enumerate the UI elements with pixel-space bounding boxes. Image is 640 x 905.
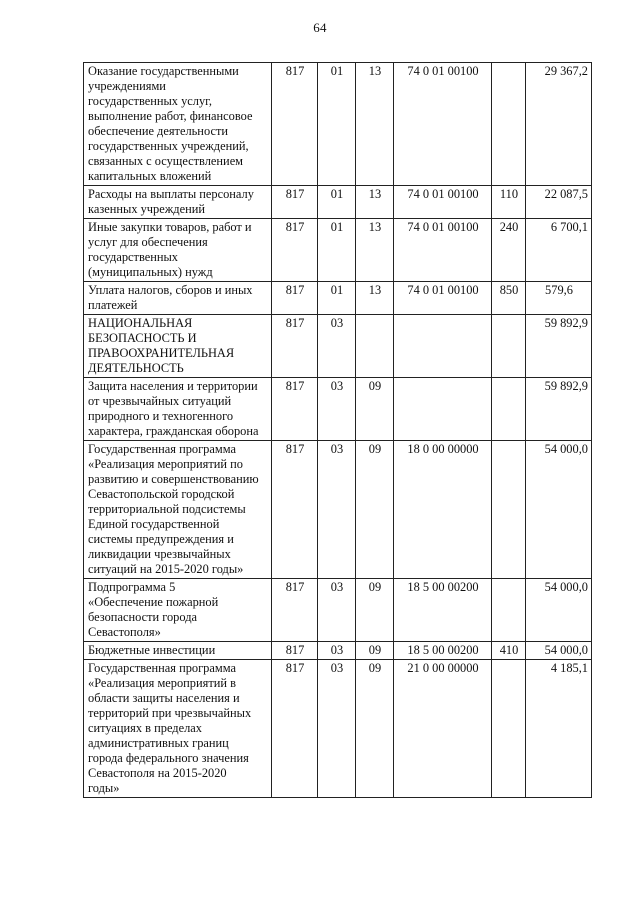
table-row xyxy=(84,219,592,282)
section-code-cell: 03 xyxy=(318,441,356,579)
section-code-cell: 01 xyxy=(318,282,356,315)
grbs-code-cell: 817 xyxy=(272,579,318,642)
expense-name-cell: Расходы на выплаты персоналу казенных учреждений xyxy=(84,186,272,219)
target-article-cell xyxy=(394,378,492,441)
section-code-cell: 01 xyxy=(318,186,356,219)
table-row xyxy=(84,441,592,579)
amount-cell: 54 000,0 xyxy=(526,441,592,579)
section-code-cell: 01 xyxy=(318,63,356,186)
table-row xyxy=(84,315,592,378)
target-article-cell: 18 5 00 00200 xyxy=(394,579,492,642)
table-row xyxy=(84,282,592,315)
amount-cell: 59 892,9 xyxy=(526,315,592,378)
section-code-cell: 03 xyxy=(318,315,356,378)
expense-type-cell xyxy=(492,63,526,186)
expense-name-cell: Государственная программа «Реализация мероприятий по развитию и совершенствованию Севастопольской городской территориальной подсистемы Единой государственной системы предупреждения и ликвидации чрезвычайных ситуаций на 2015-2020 годы» xyxy=(84,441,272,579)
budget-table xyxy=(83,62,592,798)
page-number: 64 xyxy=(313,20,327,35)
subsection-code-cell: 09 xyxy=(356,378,394,441)
amount-cell: 4 185,1 xyxy=(526,660,592,798)
table-body xyxy=(84,63,592,798)
expense-type-cell: 410 xyxy=(492,642,526,660)
expense-name-cell: Государственная программа «Реализация мероприятий в области защиты населения и территорий при чрезвычайных ситуациях в пределах административных границ города федерального значения Севастополя на 2015-2020 годы» xyxy=(84,660,272,798)
expense-type-cell xyxy=(492,315,526,378)
section-code-cell: 03 xyxy=(318,378,356,441)
subsection-code-cell: 13 xyxy=(356,282,394,315)
expense-name-cell: Бюджетные инвестиции xyxy=(84,642,272,660)
target-article-cell: 74 0 01 00100 xyxy=(394,282,492,315)
subsection-code-cell xyxy=(356,315,394,378)
expense-name-cell: Подпрограмма 5 «Обеспечение пожарной безопасности города Севастополя» xyxy=(84,579,272,642)
amount-cell: 22 087,5 xyxy=(526,186,592,219)
target-article-cell: 18 5 00 00200 xyxy=(394,642,492,660)
section-code-cell: 03 xyxy=(318,642,356,660)
subsection-code-cell: 09 xyxy=(356,660,394,798)
section-code-cell: 01 xyxy=(318,219,356,282)
expense-type-cell xyxy=(492,660,526,798)
expense-name-cell: Уплата налогов, сборов и иных платежей xyxy=(84,282,272,315)
amount-cell: 54 000,0 xyxy=(526,579,592,642)
subsection-code-cell: 13 xyxy=(356,63,394,186)
expense-name-cell: Оказание государственными учреждениями государственных услуг, выполнение работ, финансовое обеспечение деятельности государственных учреждений, связанных с осуществлением капитальных вложений xyxy=(84,63,272,186)
grbs-code-cell: 817 xyxy=(272,642,318,660)
table-row xyxy=(84,660,592,798)
section-code-cell: 03 xyxy=(318,579,356,642)
target-article-cell: 18 0 00 00000 xyxy=(394,441,492,579)
table-row xyxy=(84,186,592,219)
subsection-code-cell: 09 xyxy=(356,579,394,642)
expense-type-cell xyxy=(492,441,526,579)
table-row xyxy=(84,378,592,441)
grbs-code-cell: 817 xyxy=(272,378,318,441)
grbs-code-cell: 817 xyxy=(272,186,318,219)
expense-name-cell: Иные закупки товаров, работ и услуг для обеспечения государственных (муниципальных) нужд xyxy=(84,219,272,282)
expense-type-cell: 240 xyxy=(492,219,526,282)
table-row xyxy=(84,579,592,642)
amount-cell: 59 892,9 xyxy=(526,378,592,441)
table-row xyxy=(84,642,592,660)
expense-type-cell: 850 xyxy=(492,282,526,315)
amount-cell: 29 367,2 xyxy=(526,63,592,186)
grbs-code-cell: 817 xyxy=(272,63,318,186)
target-article-cell xyxy=(394,315,492,378)
grbs-code-cell: 817 xyxy=(272,282,318,315)
subsection-code-cell: 13 xyxy=(356,186,394,219)
grbs-code-cell: 817 xyxy=(272,441,318,579)
target-article-cell: 74 0 01 00100 xyxy=(394,219,492,282)
target-article-cell: 74 0 01 00100 xyxy=(394,186,492,219)
grbs-code-cell: 817 xyxy=(272,315,318,378)
table-row xyxy=(84,63,592,186)
expense-name-cell: Защита населения и территории от чрезвычайных ситуаций природного и техногенного характера, гражданская оборона xyxy=(84,378,272,441)
grbs-code-cell: 817 xyxy=(272,219,318,282)
subsection-code-cell: 09 xyxy=(356,441,394,579)
amount-cell: 579,6 xyxy=(526,282,592,315)
expense-type-cell xyxy=(492,378,526,441)
section-code-cell: 03 xyxy=(318,660,356,798)
amount-cell: 54 000,0 xyxy=(526,642,592,660)
target-article-cell: 21 0 00 00000 xyxy=(394,660,492,798)
expense-name-cell: НАЦИОНАЛЬНАЯ БЕЗОПАСНОСТЬ И ПРАВООХРАНИТЕЛЬНАЯ ДЕЯТЕЛЬНОСТЬ xyxy=(84,315,272,378)
subsection-code-cell: 13 xyxy=(356,219,394,282)
amount-cell: 6 700,1 xyxy=(526,219,592,282)
expense-type-cell xyxy=(492,579,526,642)
target-article-cell: 74 0 01 00100 xyxy=(394,63,492,186)
expense-type-cell: 110 xyxy=(492,186,526,219)
subsection-code-cell: 09 xyxy=(356,642,394,660)
grbs-code-cell: 817 xyxy=(272,660,318,798)
